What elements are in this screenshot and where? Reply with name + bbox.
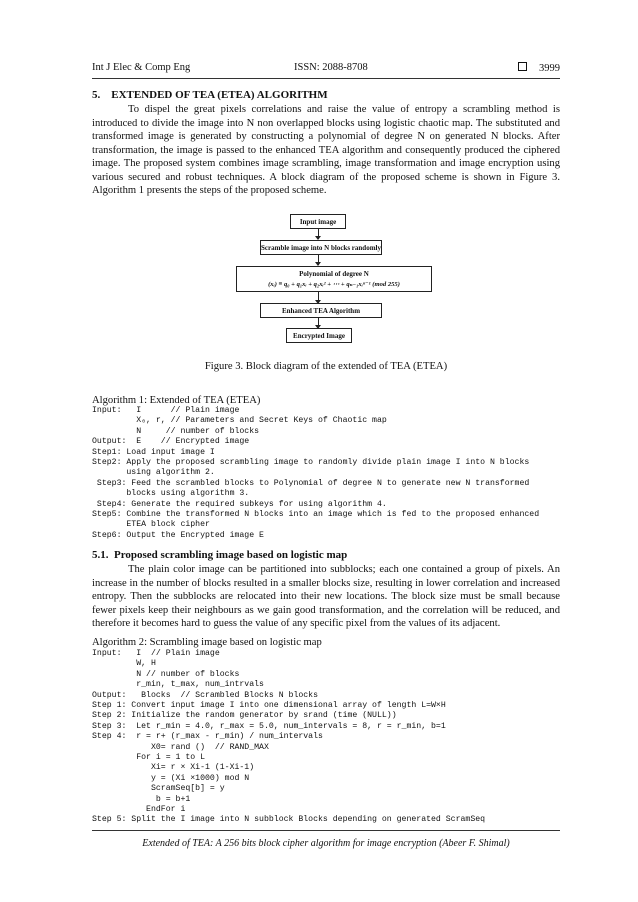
code-line: Output: Blocks // Scrambled Blocks N blocks [92, 690, 319, 700]
code-line: Xi= r × Xi-1 (1-Xi-1) [92, 763, 255, 773]
code-line: b = b+1 [92, 794, 191, 804]
code-line: Step6: Output the Encrypted image E [92, 530, 264, 540]
arrow-down-icon [318, 318, 319, 328]
checkbox-icon [518, 62, 527, 71]
code-line: ScramSeq[b] = y [92, 784, 225, 794]
figure-caption: Figure 3. Block diagram of the extended of TEA (ETEA) [204, 361, 448, 372]
code-line: Step 3: Let r_min = 4.0, r_max = 5.0, num_intervals = 8, r = r_min, b=1 [92, 721, 446, 731]
box-encrypted-image: Encrypted Image [286, 328, 352, 343]
poly-title: Polynomial of degree N [299, 270, 369, 278]
page-number: 3999 [539, 63, 560, 74]
running-header [92, 62, 560, 76]
code-line: Step1: Load input image I [92, 447, 215, 457]
code-line: Step 5: Split the I image into N subblock Blocks depending on generated ScramSeq [92, 815, 486, 825]
running-footer: Extended of TEA: A 256 bits block cipher algorithm for image encryption (Abeer F. Shimal) [142, 838, 510, 849]
code-line: Step2: Apply the proposed scrambling image to randomly divide plain image I into N blocks [92, 458, 530, 467]
code-line: Input: I // Plain image [92, 649, 220, 658]
code-line: X0= rand () // RAND_MAX [92, 742, 269, 752]
issn: ISSN: 2088-8708 [294, 62, 368, 73]
code-line: For i = 1 to L [92, 753, 206, 762]
subsection-paragraph: The plain color image can be partitioned into subblocks; each one contained a group of pixels. An increase in the number of blocks resulted in a smaller blocks size, resulting in lower correlation and increased entropy. Then the subblocks are relocated into their new locations. The block size must be small because fewer pixels keep their neighbours as we gain good transformation, and the correlation will be reduced, and therefore it becomes hard to guess the value of any specific pixel from the values of its adjacent. [92, 564, 560, 629]
code-line: X₀, r, // Parameters and Secret Keys of Chaotic map [92, 416, 387, 426]
code-line: r_min, t_max, num_intrvals [92, 680, 264, 690]
page-number-group [518, 62, 560, 74]
header-rule [92, 78, 560, 79]
algorithm-2-title: Algorithm 2: Scrambling image based on logistic map [92, 637, 322, 648]
section-paragraph: To dispel the great pixels correlations and raise the value of entropy a scrambling method is introduced to divide the image into N non overlapped blocks using logistic chaotic map. The substituted and transformed image is generated by constructing a polynomial of degree N on generated N blocks. After transformation, the image is passed to the enhanced TEA algorithm and consequently produced the ciphered image. The proposed system combines image scrambling, image transformation and image encryption using various secured and robust techniques. A block diagram of the proposed scheme is shown in Figure 3. Algorithm 1 presents the steps of the proposed scheme. [92, 104, 560, 196]
arrow-down-icon [318, 292, 319, 303]
arrow-down-icon [318, 255, 319, 265]
box-enhanced-tea: Enhanced TEA Algorithm [260, 303, 382, 318]
section-heading: 5. EXTENDED OF TEA (ETEA) ALGORITHM [92, 89, 328, 101]
subsection-heading: 5.1. Proposed scrambling image based on logistic map [92, 549, 348, 561]
arrow-down-icon [318, 229, 319, 239]
box-polynomial [236, 266, 432, 292]
code-line: using algorithm 2. [92, 468, 215, 478]
code-line: Step 1: Convert input image I into one dimensional array of length L=W×H [92, 701, 446, 710]
algorithm-1-title: Algorithm 1: Extended of TEA (ETEA) [92, 395, 261, 406]
code-line: EndFor i [92, 805, 186, 814]
code-line: Step3: Feed the scrambled blocks to Polynomial of degree N to generate new N transformed [92, 478, 530, 488]
code-line: ETEA block cipher [92, 520, 210, 530]
code-line: blocks using algorithm 3. [92, 489, 250, 499]
footer-rule [92, 830, 560, 831]
code-line: W, H [92, 659, 156, 669]
code-line: Output: E // Encrypted image [92, 437, 250, 447]
code-line: N // number of blocks [92, 426, 260, 436]
code-line: Step5: Combine the transformed N blocks into an image which is fed to the proposed enhanced [92, 510, 540, 519]
box-scramble: Scramble image into N blocks randomly [260, 240, 382, 255]
code-line: y = (Xi ×1000) mod N [92, 773, 250, 783]
code-line: Step 2: Initialize the random generator by srand (time (NULL)) [92, 711, 397, 721]
code-line: Step4: Generate the required subkeys for using algorithm 4. [92, 499, 387, 509]
poly-formula: (xᵢ) ≡ q₀ + q₁xᵢ + q₂xᵢ² + ⋯ + qₙ₋₁xᵢⁿ⁻¹ (mod 255) [268, 281, 400, 288]
code-line: Step 4: r = r+ (r_max - r_min) / num_intervals [92, 732, 323, 742]
box-input-image: Input image [290, 214, 346, 229]
journal-name: Int J Elec & Comp Eng [92, 62, 191, 73]
block-diagram [236, 214, 432, 352]
code-line: N // number of blocks [92, 669, 240, 679]
code-line: Input: I // Plain image [92, 406, 240, 415]
